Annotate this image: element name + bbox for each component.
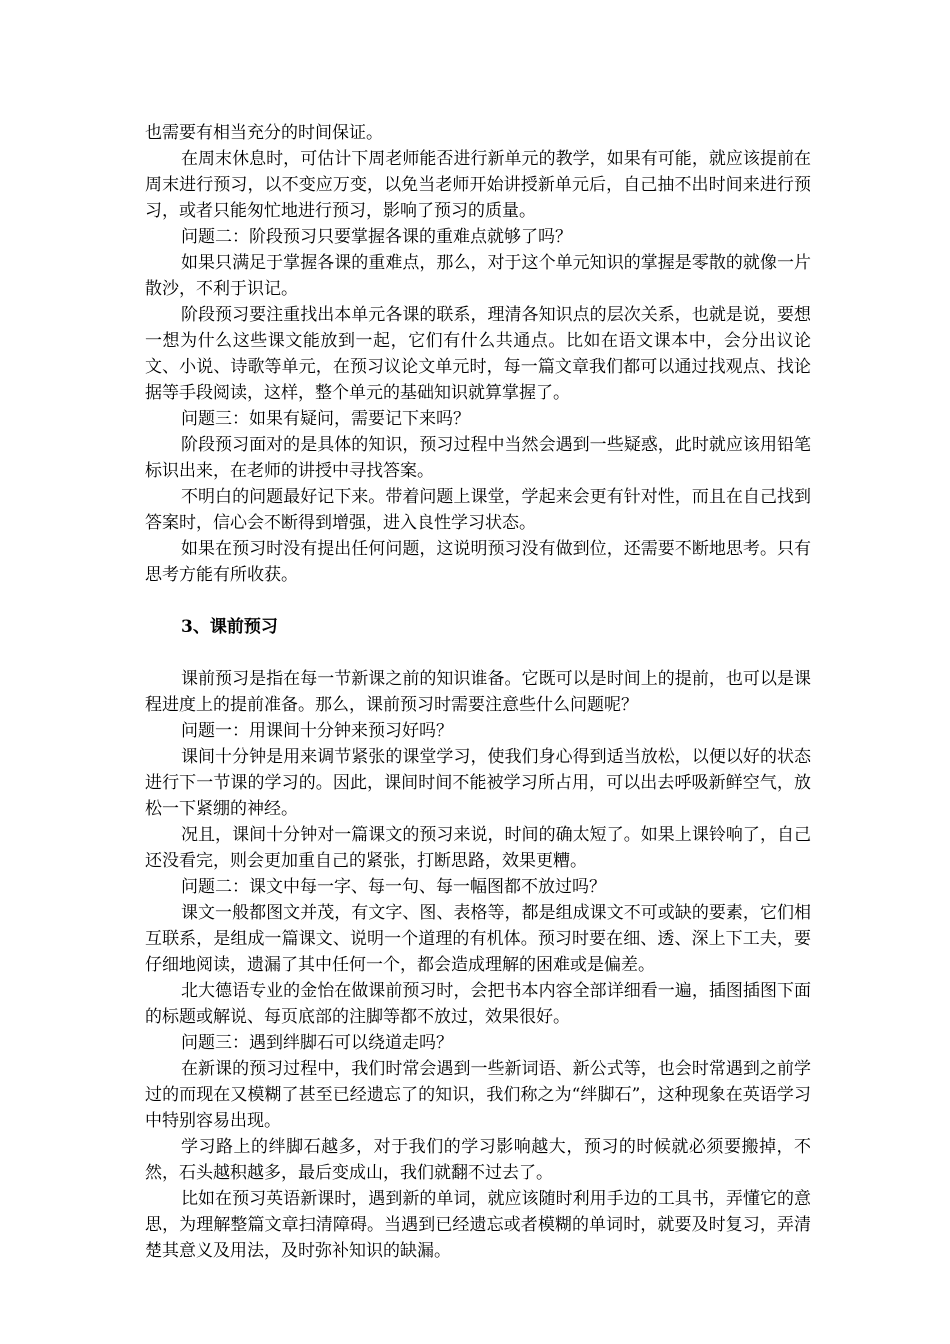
paragraph: 如果在预习时没有提出任何问题，这说明预习没有做到位，还需要不断地思考。只有思考方能有所收获。 (145, 539, 811, 585)
paragraph: 比如在预习英语新课时，遇到新的单词，就应该随时利用手边的工具书，弄懂它的意思，为理解整篇文章扫清障碍。当遇到已经遗忘或者模糊的单词时，就要及时复习，弄清楚其意义及用法，及时弥补知识的缺漏。 (145, 1189, 811, 1261)
question-line: 问题二：阶段预习只要掌握各课的重难点就够了吗？ (181, 227, 572, 247)
paragraph: 阶段预习面对的是具体的知识，预习过程中当然会遇到一些疑惑，此时就应该用铅笔标识出来，在老师的讲授中寻找答案。 (145, 435, 811, 481)
question-line: 问题三：遇到绊脚石可以绕道走吗？ (181, 1033, 453, 1053)
paragraph: 在周末休息时，可估计下周老师能否进行新单元的教学，如果有可能，就应该提前在周末进行预习，以不变应万变，以免当老师开始讲授新单元后，自己抽不出时间来进行预习，或者只能匆忙地进行预习，影响了预习的质量。 (145, 149, 811, 221)
paragraph: 如果只满足于掌握各课的重难点，那么，对于这个单元知识的掌握是零散的就像一片散沙，不利于识记。 (145, 253, 811, 299)
document-page (145, 120, 811, 1264)
paragraph: 课前预习是指在每一节新课之前的知识谁备。它既可以是时间上的提前，也可以是课程进度上的提前准备。那么，课前预习时需要注意些什么问题呢？ (145, 669, 811, 715)
paragraph: 也需要有相当充分的时间保证。 (145, 123, 383, 143)
paragraph: 学习路上的绊脚石越多，对于我们的学习影响越大，预习的时候就必须要搬掉，不然，石头越积越多，最后变成山，我们就翻不过去了。 (145, 1137, 811, 1183)
paragraph: 课间十分钟是用来调节紧张的课堂学习，使我们身心得到适当放松，以便以好的状态进行下一节课的学习的。因此，课间时间不能被学习所占用，可以出去呼吸新鲜空气，放松一下紧绷的神经。 (145, 747, 811, 819)
question-line: 问题二：课文中每一字、每一句、每一幅图都不放过吗？ (181, 877, 606, 897)
paragraphs-after (145, 666, 811, 1264)
section-heading: 3、课前预习 (181, 617, 278, 637)
paragraph: 不明白的问题最好记下来。带着问题上课堂，学起来会更有针对性，而且在自己找到答案时，信心会不断得到增强，进入良性学习状态。 (145, 487, 811, 533)
paragraph: 北大德语专业的金怡在做课前预习时，会把书本内容全部详细看一遍，插图插图下面的标题或解说、每页底部的注脚等都不放过，效果很好。 (145, 981, 811, 1027)
paragraphs-before (145, 120, 811, 588)
paragraph: 况且，课间十分钟对一篇课文的预习来说，时间的确太短了。如果上课铃响了，自己还没看完，则会更加重自己的紧张，打断思路，效果更糟。 (145, 825, 811, 871)
question-line: 问题三：如果有疑问，需要记下来吗？ (181, 409, 470, 429)
question-line: 问题一：用课间十分钟来预习好吗？ (181, 721, 453, 741)
paragraph: 课文一般都图文并茂，有文字、图、表格等，都是组成课文不可或缺的要素，它们相互联系，是组成一篇课文、说明一个道理的有机体。预习时要在细、透、深上下工夫，要仔细地阅读，遗漏了其中任何一个，都会造成理解的困难或是偏差。 (145, 903, 811, 975)
paragraph: 在新课的预习过程中，我们时常会遇到一些新词语、新公式等，也会时常遇到之前学过的而现在又模糊了甚至已经遗忘了的知识，我们称之为“绊脚石”，这种现象在英语学习中特别容易出现。 (145, 1059, 811, 1131)
paragraph: 阶段预习要注重找出本单元各课的联系，理清各知识点的层次关系，也就是说，要想一想为什么这些课文能放到一起，它们有什么共通点。比如在语文课本中，会分出议论文、小说、诗歌等单元，在预习议论文单元时，每一篇文章我们都可以通过找观点、找论据等手段阅读，这样，整个单元的基础知识就算掌握了。 (145, 305, 811, 403)
